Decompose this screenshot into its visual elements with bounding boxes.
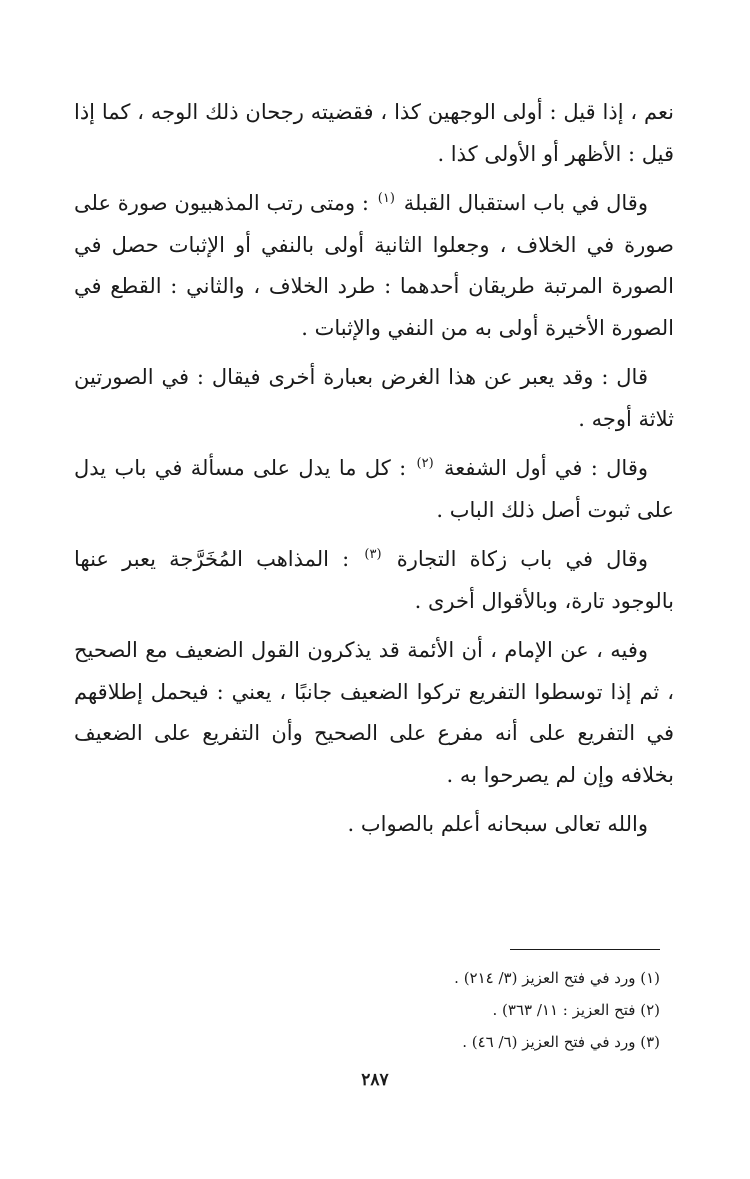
paragraph-text: والله تعالى سبحانه أعلم بالصواب .	[347, 812, 648, 836]
footnote-ref-1[interactable]: (١)	[377, 191, 395, 206]
paragraph-text: : المذاهب المُخَرَّجة يعبر عنها بالوجود تارة، وبالأقوال أخرى .	[74, 547, 674, 613]
paragraph-text: وقال في باب استقبال القبلة	[403, 191, 648, 215]
main-text	[74, 92, 674, 854]
paragraph-1	[74, 92, 674, 175]
closing-line	[74, 804, 674, 846]
footnote-divider	[510, 949, 660, 950]
paragraph-6	[74, 630, 674, 796]
footnotes	[200, 962, 660, 1058]
footnote-ref-2[interactable]: (٢)	[416, 456, 434, 471]
paragraph-3	[74, 357, 674, 440]
footnote-ref-3[interactable]: (٣)	[364, 547, 382, 562]
paragraph-4	[74, 448, 674, 531]
footnote-3: (٣) ورد في فتح العزيز (٦/ ٤٦) .	[462, 1033, 660, 1051]
footnote-1: (١) ورد في فتح العزيز (٣/ ٢١٤) .	[454, 969, 660, 987]
paragraph-text: وقال : في أول الشفعة	[443, 456, 648, 480]
paragraph-2	[74, 183, 674, 349]
footnote-2: (٢) فتح العزيز : ١١/ ٣٦٣) .	[492, 1001, 660, 1019]
paragraph-text: نعم ، إذا قيل : أولى الوجهين كذا ، فقضيته رجحان ذلك الوجه ، كما إذا قيل : الأظهر أو الأولى كذا .	[74, 100, 674, 166]
paragraph-text: : كل ما يدل على مسألة في باب يدل على ثبوت أصل ذلك الباب .	[74, 456, 674, 522]
paragraph-5	[74, 539, 674, 622]
paragraph-text: وفيه ، عن الإمام ، أن الأئمة قد يذكرون القول الضعيف مع الصحيح ، ثم إذا توسطوا التفريع تركوا الضعيف جانبًا ، يعني : فيحمل إطلاقهم في التفريع على أنه مفرع على الصحيح وأن التفريع على الضعيف بخلافه وإن لم يصرحوا به .	[74, 638, 674, 787]
paragraph-text: وقال في باب زكاة التجارة	[396, 547, 648, 571]
paragraph-text: : ومتى رتب المذهبيون صورة على صورة في الخلاف ، وجعلوا الثانية أولى بالنفي أو الإثبات حصل في الصورة المرتبة طريقان أحدهما : طرد الخلاف ، والثاني : القطع في الصورة الأخيرة أولى به من النفي والإثبات .	[74, 191, 674, 340]
page-number: ٢٨٧	[361, 1070, 389, 1090]
paragraph-text: قال : وقد يعبر عن هذا الغرض بعبارة أخرى فيقال : في الصورتين ثلاثة أوجه .	[74, 365, 674, 431]
